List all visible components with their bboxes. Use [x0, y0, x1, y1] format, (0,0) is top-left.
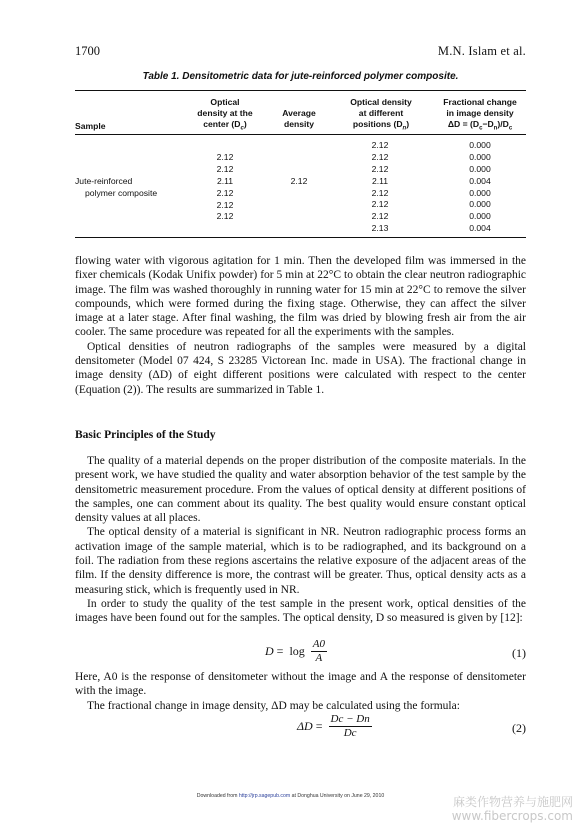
paragraph: Here, A0 is the response of densitometer without the image and A the response of densitometer with the image.	[75, 671, 526, 698]
running-header	[75, 44, 526, 62]
table-cell: 0.000	[469, 140, 491, 150]
table-cell: 0.004	[469, 223, 491, 234]
watermark: 麻类作物营养与施肥网 www.fibercrops.com	[451, 795, 573, 823]
equation-number: (1)	[512, 646, 526, 660]
table-cell: 2.12	[371, 199, 389, 210]
paragraph: The fractional change in image density, ΔD may be calculated using the formula:	[87, 699, 460, 712]
download-footer: Downloaded from http://jrp.sagepub.com at Donghua University on June 29, 2010	[196, 793, 385, 799]
body-text-block-2	[75, 454, 526, 626]
table-cell: 2.12	[371, 211, 389, 222]
table-cell: 2.12	[216, 152, 234, 162]
table-cell: 2.12	[216, 199, 234, 210]
table-cell: 2.12	[371, 187, 389, 198]
equation-1: D = log $\frac{A0}{A}$ (1)	[265, 638, 526, 664]
fractional-change-column	[455, 140, 505, 235]
paragraph: Optical densities of neutron radiographs of the samples were measured by a digital densitometer (Model 07 424, S 23285 Victorean Inc. made in USA). The fractional change in image density (ΔD) of eight different positions were calculated with respect to the center (Equation (2)). The results are summarized in Table 1.	[75, 340, 526, 396]
position-density-column	[355, 140, 405, 235]
table-cell: 0.000	[469, 199, 491, 210]
center-density-column	[200, 152, 250, 223]
header-sample: Sample	[75, 121, 106, 131]
sample-name-cell: Jute-reinforced polymer composite	[75, 176, 158, 198]
table-cell: 2.12	[371, 151, 389, 162]
table-top-rule	[75, 90, 526, 91]
table-cell: 2.12	[216, 163, 234, 174]
page-number: 1700	[75, 44, 100, 58]
table-cell: 2.12	[216, 187, 234, 198]
header-position-density: Optical density at different positions $(D_n)$	[350, 97, 412, 132]
table-cell: 0.000	[469, 211, 491, 222]
table-cell: 0.000	[469, 151, 491, 162]
table-header-rule	[75, 134, 526, 135]
table-cell: 2.12	[371, 163, 389, 174]
table-cell: 2.13	[371, 223, 389, 234]
table-bottom-rule	[75, 237, 526, 238]
paragraph: flowing water with vigorous agitation for 1 min. Then the developed film was immersed in the fixer chemicals (Kodak Unifix powder) for 5 min at 22°C to obtain the clear neutron radiographic image. The film was washed thoroughly in running water for 15 min at 22°C to remove the silver compounds, which were formed during the fixing stage. Otherwise, they can affect the silver image at a later stage. After final washing, the film was dried by blowing fresh air from the air cooler. The same procedure was repeated for all the experiments with the samples.	[75, 255, 526, 339]
table-cell: 2.12	[216, 211, 234, 222]
body-text-block-1	[75, 254, 526, 397]
table-cell: 0.000	[469, 187, 491, 198]
author-line: M.N. Islam et al.	[437, 44, 526, 58]
table-cell: 2.12	[371, 140, 389, 150]
table-cell: 2.11	[371, 175, 389, 186]
table-cell: 2.11	[216, 175, 234, 186]
section-heading: Basic Principles of the Study	[75, 429, 216, 441]
header-center-density: Optical density at the center $(D_c)$	[197, 97, 253, 132]
equation-2: ΔD = $\frac{Dc - Dn}{Dc}$ (2)	[297, 713, 526, 739]
table-caption: Table 1. Densitometric data for jute-reinforced polymer composite.	[142, 71, 459, 82]
equation-number: (2)	[512, 721, 526, 735]
body-text-block-3	[75, 670, 526, 713]
paragraph: In order to study the quality of the test sample in the present work, optical densities of the images have been found out for the samples. The optical density, D so measured is given by [12]:	[75, 597, 526, 625]
header-average-density: Average density	[282, 108, 316, 129]
paragraph: The quality of a material depends on the proper distribution of the composite materials. In the present work, we have studied the quality and water absorption behavior of the test sample by the densitometric measurement procedure. From the values of optical density at different positions of the samples, one can comment about its quality. The best quality would ensure constant optical density values at all places.	[75, 455, 526, 525]
table-cell: 0.000	[469, 163, 491, 174]
header-fractional-change: Fractional change in image density $\Delta D = (D_c-D_n)/D_c$	[443, 97, 517, 132]
table-cell: 0.004	[469, 175, 491, 186]
footer-link[interactable]: http://jrp.sagepub.com	[238, 793, 291, 799]
average-density-cell: 2.12	[290, 176, 308, 186]
paragraph: The optical density of a material is significant in NR. Neutron radiographic process forms an activation image of the sample material, which is to be radiographed, and its background on a foil. The radiation from these regions ascertains the relative exposure of the adjacent areas of the film. If the density difference is more, the contrast will be greater. Thus, optical density acts as a measuring stick, which is frequently used in NR.	[75, 526, 526, 596]
